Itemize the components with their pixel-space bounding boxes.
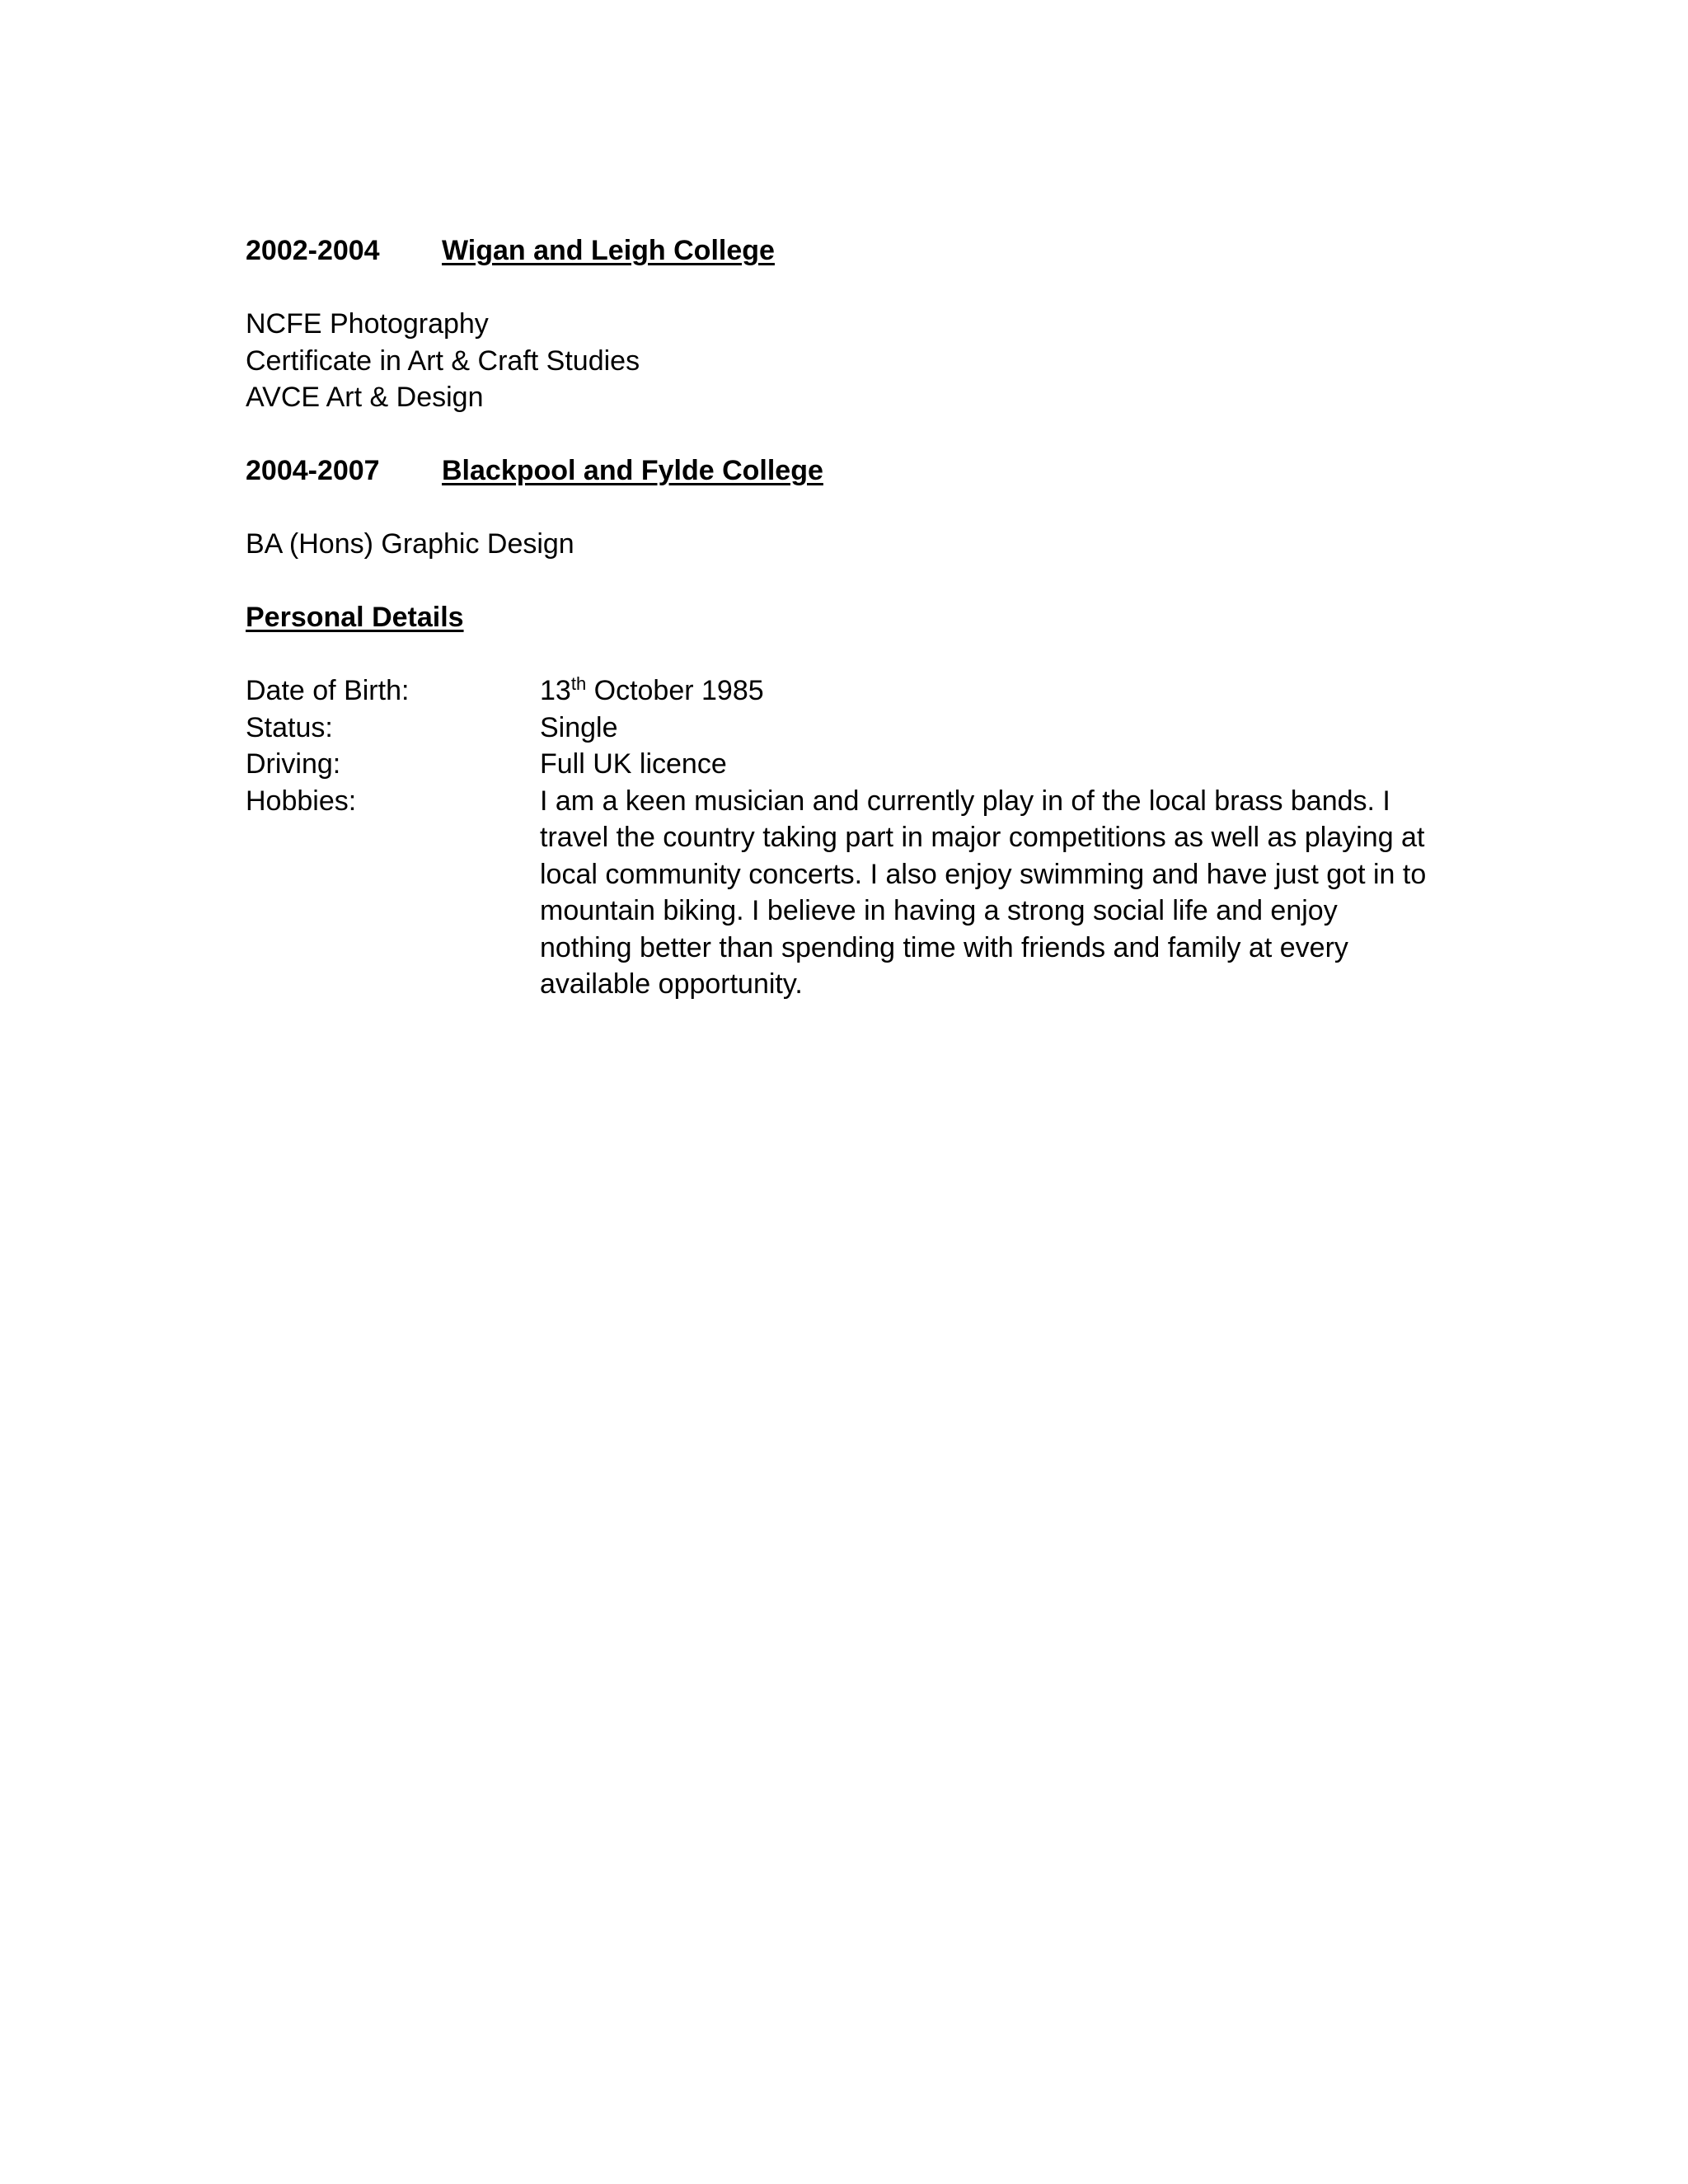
dob-row	[246, 673, 1449, 710]
education-years-2: 2004-2007	[246, 455, 380, 486]
status-value: Single	[540, 711, 618, 743]
cv-content	[246, 232, 1449, 1003]
status-row	[246, 710, 1449, 747]
spacer	[246, 269, 1449, 307]
qualification-line: AVCE Art & Design	[246, 382, 484, 413]
qualification-line: Certificate in Art & Craft Studies	[246, 344, 640, 377]
hobbies-label: Hobbies:	[246, 785, 357, 817]
status-label: Status:	[246, 711, 333, 743]
dob-day: 13	[540, 675, 571, 706]
hobbies-line: available opportunity.	[540, 968, 803, 1000]
hobbies-value	[540, 783, 1449, 1003]
qualification-line: NCFE Photography	[246, 308, 489, 340]
spacer	[246, 416, 1449, 453]
spacer	[246, 563, 1449, 600]
dob-month-year: October 1985	[586, 675, 764, 706]
education-heading-1	[246, 232, 1449, 269]
education-years-1: 2002-2004	[246, 235, 380, 266]
hobbies-row	[246, 783, 1449, 1003]
hobbies-line: nothing better than spending time with friends and family at every	[540, 931, 1348, 963]
dob-label: Date of Birth:	[246, 675, 410, 706]
driving-value: Full UK licence	[540, 748, 727, 780]
driving-label: Driving:	[246, 748, 341, 780]
dob-value	[540, 673, 1449, 710]
spacer	[246, 636, 1449, 673]
education-institution-1: Wigan and Leigh College	[442, 235, 775, 266]
driving-row	[246, 746, 1449, 783]
personal-details-heading: Personal Details	[246, 602, 464, 633]
hobbies-line: travel the country taking part in major competitions as well as playing at	[540, 822, 1425, 853]
hobbies-line: local community concerts. I also enjoy swimming and have just got in to	[540, 858, 1427, 890]
hobbies-line: mountain biking. I believe in having a strong social life and enjoy	[540, 895, 1338, 926]
qualification-line: BA (Hons) Graphic Design	[246, 528, 574, 560]
education-institution-2: Blackpool and Fylde College	[442, 455, 823, 486]
spacer	[246, 490, 1449, 527]
dob-ordinal-suffix: th	[570, 673, 587, 694]
education-heading-2	[246, 452, 1449, 490]
hobbies-line: I am a keen musician and currently play in of the local brass bands. I	[540, 785, 1390, 817]
